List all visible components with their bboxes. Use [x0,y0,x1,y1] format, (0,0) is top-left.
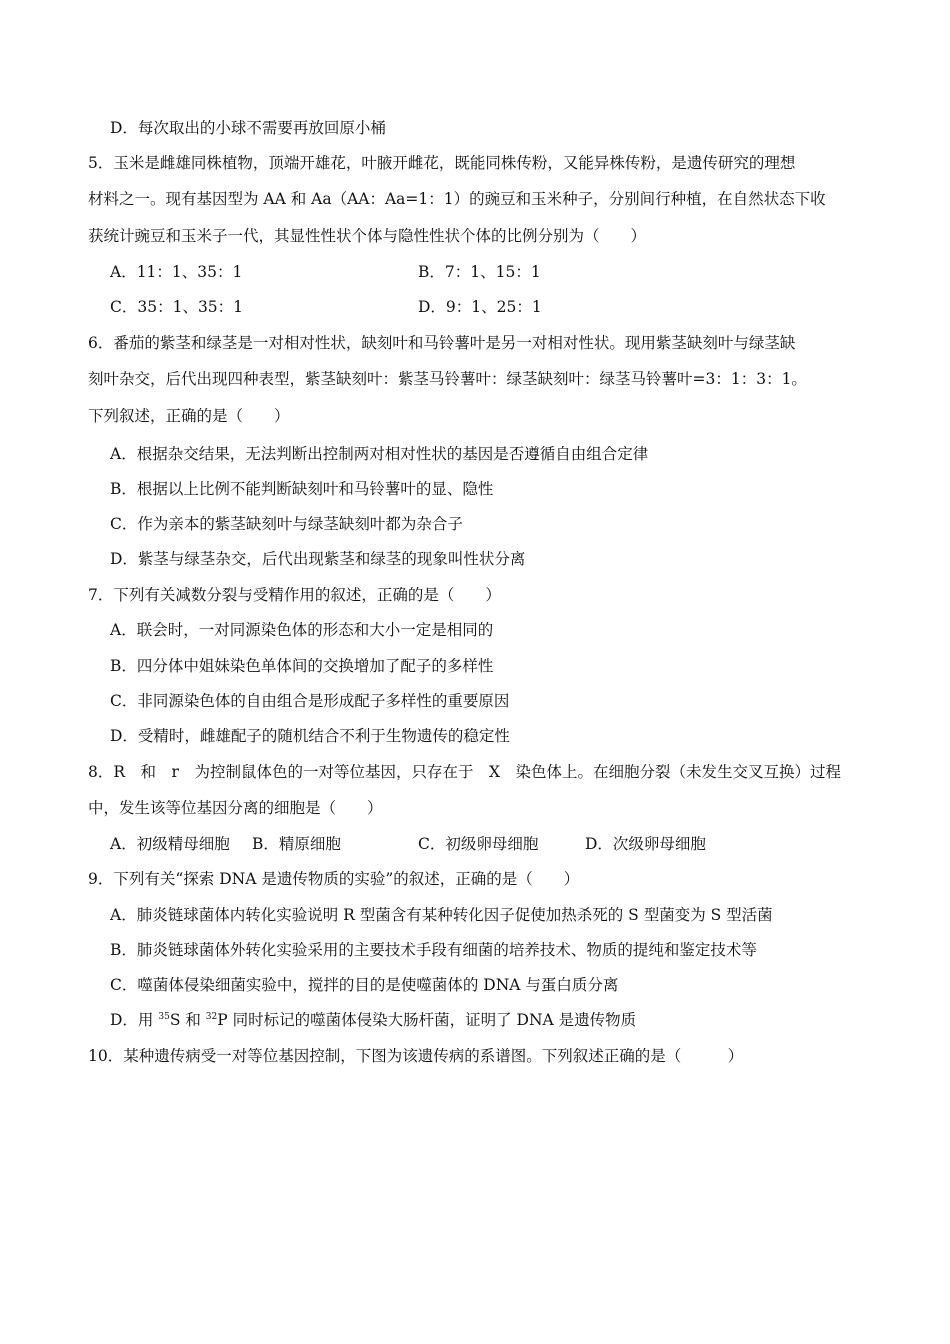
q9-option-d-post: P 同时标记的噬菌体侵染大肠杆菌，证明了 DNA 是遗传物质 [217,1011,637,1029]
q8-option-a: A．初级精母细胞 [110,835,230,853]
q10-stem: 10．某种遗传病受一对等位基因控制，下图为该遗传病的系谱图。下列叙述正确的是（ ） [88,1047,744,1065]
q5-option-d: D．9：1、25：1 [418,298,542,316]
q6-stem-line3: 下列叙述，正确的是（ ） [88,407,290,425]
q7-option-c: C．非同源染色体的自由组合是形成配子多样性的重要原因 [110,692,510,710]
q7-option-d: D．受精时，雌雄配子的随机结合不利于生物遗传的稳定性 [110,727,510,745]
q5-stem-line1: 5．玉米是雌雄同株植物，顶端开雄花，叶腋开雌花，既能同株传粉，又能异株传粉，是遗传研究的理想 [88,154,796,172]
q5-stem-line3: 获统计豌豆和玉米子一代，其显性性状个体与隐性性状个体的比例分别为（ ） [88,227,647,245]
q7-option-a: A．联会时，一对同源染色体的形态和大小一定是相同的 [110,621,494,639]
q6-option-d: D．紫茎与绿茎杂交，后代出现紫茎和绿茎的现象叫性状分离 [110,550,526,568]
q5-stem-line2: 材料之一。现有基因型为 AA 和 Aa（AA：Aa=1：1）的豌豆和玉米种子，分别间行种植，在自然状态下收 [88,190,826,208]
q9-option-c: C．噬菌体侵染细菌实验中，搅拌的目的是使噬菌体的 DNA 与蛋白质分离 [110,976,619,994]
q6-option-a: A．根据杂交结果，无法判断出控制两对相对性状的基因是否遵循自由组合定律 [110,445,649,463]
q9-option-b: B．肺炎链球菌体外转化实验采用的主要技术手段有细菌的培养技术、物质的提纯和鉴定技术等 [110,941,757,959]
q9-option-a: A．肺炎链球菌体内转化实验说明 R 型菌含有某种转化因子促使加热杀死的 S 型菌变为 S 型活菌 [110,906,773,924]
isotope-mass-35: 35 [158,1012,170,1022]
q6-stem-line1: 6．番茄的紫茎和绿茎是一对相对性状，缺刻叶和马铃薯叶是另一对相对性状。现用紫茎缺刻叶与绿茎缺 [88,334,796,352]
q9-option-d-pre: D．用 [110,1011,159,1029]
q9-stem: 9．下列有关“探索 DNA 是遗传物质的实验”的叙述，正确的是（ ） [88,870,580,888]
q5-option-b: B．7：1、15：1 [418,263,541,281]
q9-option-d-mid: S 和 [169,1011,206,1029]
q9-option-d [110,1009,636,1031]
q4-option-d: D．每次取出的小球不需要再放回原小桶 [110,119,386,137]
q6-stem-line2: 刻叶杂交，后代出现四种表型，紫茎缺刻叶：紫茎马铃薯叶：绿茎缺刻叶：绿茎马铃薯叶=3：1：3：1。 [88,370,807,388]
q7-stem: 7．下列有关减数分裂与受精作用的叙述，正确的是（ ） [88,586,501,604]
isotope-mass-32: 32 [205,1012,218,1022]
q7-option-b: B．四分体中姐妹染色单体间的交换增加了配子的多样性 [110,657,494,675]
q6-option-b: B．根据以上比例不能判断缺刻叶和马铃薯叶的显、隐性 [110,480,494,498]
q6-option-c: C．作为亲本的紫茎缺刻叶与绿茎缺刻叶都为杂合子 [110,515,463,533]
q8-stem-line2: 中，发生该等位基因分离的细胞是（ ） [88,799,383,817]
q8-option-d: D．次级卵母细胞 [585,835,706,853]
q5-option-a: A．11：1、35：1 [110,263,243,281]
q8-stem-line1: 8．R 和 r 为控制鼠体色的一对等位基因，只存在于 X 染色体上。在细胞分裂（未发生交叉互换）过程 [88,763,841,781]
q8-option-b: B．精原细胞 [252,835,341,853]
q8-option-c: C．初级卵母细胞 [418,835,539,853]
q5-option-c: C．35：1、35：1 [110,298,244,316]
